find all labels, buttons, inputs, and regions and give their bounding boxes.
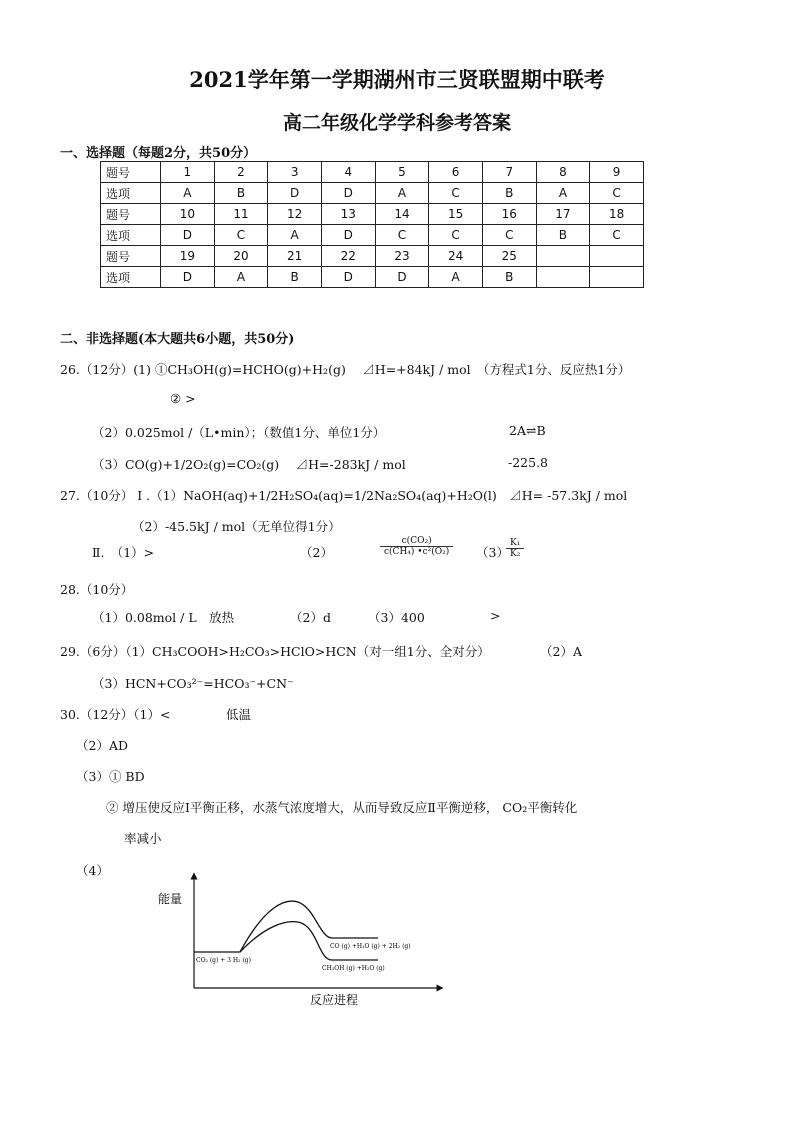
q30-line1: 30.（12分）（1）< bbox=[60, 707, 171, 722]
x-axis-label: 反应进程 bbox=[310, 993, 359, 1007]
q27-line3-part1: Ⅱ. （1）> bbox=[92, 545, 155, 560]
row-label: 题号 bbox=[101, 204, 161, 225]
question-number-cell: 11 bbox=[214, 204, 268, 225]
question-number-cell: 17 bbox=[536, 204, 590, 225]
question-number-cell: 25 bbox=[482, 246, 536, 267]
answer-cell: D bbox=[321, 267, 375, 288]
answer-cell: D bbox=[268, 183, 322, 204]
answer-row bbox=[101, 183, 644, 204]
q27-line3-part2: （2） bbox=[300, 545, 333, 560]
question-number-cell: 14 bbox=[375, 204, 429, 225]
question-number-cell: 2 bbox=[214, 162, 268, 183]
products-lower-label: CH₃OH (g) +H₂O (g) bbox=[322, 965, 385, 972]
answer-cell: A bbox=[375, 183, 429, 204]
q27-line1: 27.（10分） Ⅰ .（1）NaOH(aq)+1/2H₂SO₄(aq)=1/2Na₂SO₄(aq)+H₂O(l) ⊿H= -57.3kJ / mol bbox=[60, 488, 628, 503]
answer-cell: C bbox=[590, 183, 644, 204]
question-number-cell: 13 bbox=[321, 204, 375, 225]
answer-cell: A bbox=[429, 267, 483, 288]
q30-line3: （3）① BD bbox=[76, 769, 145, 784]
question-number-cell: 24 bbox=[429, 246, 483, 267]
q28-line1: 28.（10分） bbox=[60, 582, 134, 597]
section2-heading: 二、非选择题(本大题共6小题，共50分) bbox=[60, 332, 295, 347]
answer-cell: D bbox=[321, 225, 375, 246]
answer-cell: A bbox=[161, 183, 215, 204]
question-number-cell: 18 bbox=[590, 204, 644, 225]
frac2-numerator: K₁ bbox=[506, 538, 524, 549]
answer-cell: D bbox=[375, 267, 429, 288]
answer-cell: C bbox=[375, 225, 429, 246]
answer-cell: A bbox=[268, 225, 322, 246]
question-number-cell: 6 bbox=[429, 162, 483, 183]
answer-cell: B bbox=[214, 183, 268, 204]
answer-cell bbox=[590, 267, 644, 288]
answer-cell: B bbox=[536, 225, 590, 246]
answer-cell: B bbox=[482, 183, 536, 204]
question-number-cell bbox=[536, 246, 590, 267]
question-number-cell: 19 bbox=[161, 246, 215, 267]
section1-heading: 一、选择题（每题2分，共50分） bbox=[60, 146, 257, 161]
frac1-denominator: c(CH₄) •c²(O₂) bbox=[384, 547, 450, 557]
q26-line1: 26.（12分）(1) ①CH₃OH(g)=HCHO(g)+H₂(g) ⊿H=+84kJ / mol （方程式1分、反应热1分） bbox=[60, 362, 631, 377]
row-label: 题号 bbox=[101, 246, 161, 267]
answer-cell: C bbox=[482, 225, 536, 246]
answer-row bbox=[101, 267, 644, 288]
q29-line1-part2: （2）A bbox=[540, 644, 582, 659]
reactants-label: CO₂ (g) + 3 H₂ (g) bbox=[196, 957, 251, 964]
answer-cell: B bbox=[268, 267, 322, 288]
question-number-cell: 23 bbox=[375, 246, 429, 267]
answer-table bbox=[100, 161, 644, 288]
q26-line3-equilibrium: 2A⇌B bbox=[509, 423, 546, 438]
question-number-cell: 1 bbox=[161, 162, 215, 183]
document-subtitle: 高二年级化学学科参考答案 bbox=[282, 112, 511, 134]
frac1-numerator: c(CO₂) bbox=[380, 536, 453, 547]
answer-row bbox=[101, 225, 644, 246]
answer-cell: B bbox=[482, 267, 536, 288]
q30-line1-part2: 低温 bbox=[226, 707, 252, 722]
q29-line1: 29.（6分）（1）CH₃COOH>H₂CO₃>HClO>HCN（对一组1分、全对分） bbox=[60, 644, 490, 659]
answer-cell: C bbox=[429, 183, 483, 204]
q27-line3-part3: （3） bbox=[476, 545, 509, 560]
question-number-cell: 10 bbox=[161, 204, 215, 225]
question-number-cell: 9 bbox=[590, 162, 644, 183]
energy-profile-diagram bbox=[150, 870, 450, 1010]
frac2-denominator: K₂ bbox=[510, 549, 521, 559]
q30-line4: ② 增压使反应Ⅰ平衡正移，水蒸气浓度增大，从而导致反应Ⅱ平衡逆移， CO₂平衡转化 bbox=[106, 800, 578, 815]
q27-k-ratio bbox=[506, 538, 524, 559]
question-number-row bbox=[101, 246, 644, 267]
q30-line2: （2）AD bbox=[76, 738, 129, 753]
q30-line6: （4） bbox=[76, 863, 109, 878]
question-number-cell: 16 bbox=[482, 204, 536, 225]
question-number-row bbox=[101, 162, 644, 183]
question-number-cell: 7 bbox=[482, 162, 536, 183]
answer-cell bbox=[536, 267, 590, 288]
q27-equilibrium-expression bbox=[380, 536, 453, 557]
q30-line5: 率减小 bbox=[124, 831, 162, 846]
answer-cell: D bbox=[321, 183, 375, 204]
question-number-cell: 15 bbox=[429, 204, 483, 225]
question-number-row bbox=[101, 204, 644, 225]
row-label: 题号 bbox=[101, 162, 161, 183]
products-upper-label: CO (g) +H₂O (g) + 2H₂ (g) bbox=[330, 943, 411, 950]
row-label: 选项 bbox=[101, 183, 161, 204]
question-number-cell: 22 bbox=[321, 246, 375, 267]
q26-line2: ② > bbox=[170, 391, 196, 406]
answer-cell: D bbox=[161, 267, 215, 288]
q26-line4: （3）CO(g)+1/2O₂(g)=CO₂(g) ⊿H=-283kJ / mol bbox=[92, 457, 406, 472]
row-label: 选项 bbox=[101, 225, 161, 246]
question-number-cell bbox=[590, 246, 644, 267]
question-number-cell: 8 bbox=[536, 162, 590, 183]
q28-part4: > bbox=[490, 608, 501, 623]
y-axis-label: 能量 bbox=[158, 892, 183, 906]
q26-line4-value: -225.8 bbox=[508, 455, 549, 470]
q29-line2: （3）HCN+CO₃²⁻=HCO₃⁻+CN⁻ bbox=[92, 676, 294, 691]
q28-part1: （1）0.08mol / L 放热 bbox=[92, 610, 235, 625]
q28-part2: （2）d bbox=[290, 610, 331, 625]
question-number-cell: 20 bbox=[214, 246, 268, 267]
row-label: 选项 bbox=[101, 267, 161, 288]
q28-part3: （3）400 bbox=[368, 610, 425, 625]
question-number-cell: 21 bbox=[268, 246, 322, 267]
document-title: 2021学年第一学期湖州市三贤联盟期中联考 bbox=[189, 67, 605, 92]
q26-line3: （2）0.025mol /（L•min）；（数值1分、单位1分） bbox=[92, 425, 386, 440]
answer-cell: C bbox=[429, 225, 483, 246]
answer-cell: A bbox=[536, 183, 590, 204]
answer-cell: C bbox=[590, 225, 644, 246]
question-number-cell: 5 bbox=[375, 162, 429, 183]
lower-energy-curve bbox=[240, 922, 378, 960]
answer-cell: A bbox=[214, 267, 268, 288]
answer-cell: D bbox=[161, 225, 215, 246]
question-number-cell: 3 bbox=[268, 162, 322, 183]
question-number-cell: 4 bbox=[321, 162, 375, 183]
answer-cell: C bbox=[214, 225, 268, 246]
q27-line2: （2）-45.5kJ / mol（无单位得1分） bbox=[132, 519, 341, 534]
question-number-cell: 12 bbox=[268, 204, 322, 225]
